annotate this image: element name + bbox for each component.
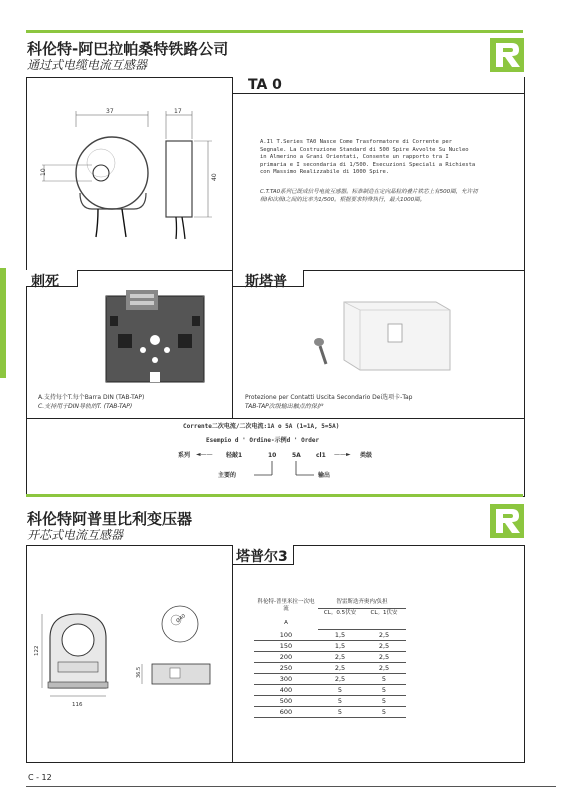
order-series: 系列 bbox=[178, 452, 191, 459]
order-output: 输出 bbox=[318, 472, 331, 479]
top-green-rule bbox=[26, 30, 523, 33]
order-code1: 轻敲1 bbox=[226, 452, 243, 459]
dim-width: 37 bbox=[106, 108, 114, 115]
table-row bbox=[254, 674, 406, 685]
table-cell: 1,5 bbox=[318, 630, 362, 641]
table-cell: 200 bbox=[254, 652, 318, 663]
table-cell: 100 bbox=[254, 630, 318, 641]
order-code3: 5A bbox=[292, 452, 301, 459]
dim-height: 40 bbox=[211, 173, 218, 181]
table-cell: 5 bbox=[362, 696, 406, 707]
table-cell: 2,5 bbox=[318, 663, 362, 674]
table-cell: 5 bbox=[362, 707, 406, 718]
table-row bbox=[254, 663, 406, 674]
tap3-dim-width: 116 bbox=[72, 702, 83, 708]
footer-rule bbox=[26, 786, 556, 787]
table-cell: 2,5 bbox=[362, 652, 406, 663]
table-cell: 300 bbox=[254, 674, 318, 685]
order-line2: Esempio d ' Ordine-示例d ' Order bbox=[206, 437, 320, 444]
table-cell: 400 bbox=[254, 685, 318, 696]
order-code4: cl1 bbox=[316, 452, 326, 459]
table-row bbox=[254, 652, 406, 663]
page-number: C - 12 bbox=[28, 773, 52, 782]
order-main: 主要的 bbox=[218, 472, 237, 479]
ta0-description-cn: C.T.TA0系列已既成信号电流互感器。标准制造在定向晶粒的叠片铁芯上有500圈，允许初级I和次级I之间的比率为1/500。根据要求特殊执行，最大1000圈。 bbox=[260, 189, 478, 203]
right-caption-2: TAB-TAP次级输出触点的保护 bbox=[245, 403, 323, 410]
table-cell: 5 bbox=[318, 696, 362, 707]
table-cell: 2,5 bbox=[362, 663, 406, 674]
table-cell: 5 bbox=[318, 707, 362, 718]
ta0-drawing bbox=[36, 105, 226, 255]
col1-unit: A bbox=[284, 620, 288, 626]
section1-vdivider bbox=[232, 77, 233, 419]
col2-header: CL。0.5伏安 bbox=[323, 610, 357, 616]
order-code2: 10 bbox=[268, 452, 277, 459]
left-caption-2: C.支持用于DIN导轨的T. (TAB-TAP) bbox=[38, 403, 133, 410]
table-row bbox=[254, 696, 406, 707]
section2-subtitle: 开芯式电流互感器 bbox=[27, 528, 124, 542]
table-cell: 2,5 bbox=[318, 652, 362, 663]
ratings-table bbox=[254, 598, 406, 718]
table-cell: 2,5 bbox=[362, 641, 406, 652]
table-cell: 150 bbox=[254, 641, 318, 652]
mid-green-rule bbox=[26, 494, 523, 497]
ta0-header: TA 0 bbox=[248, 77, 282, 93]
side-tab bbox=[0, 268, 6, 378]
tap3-dim-h2: 36.5 bbox=[136, 666, 142, 678]
order-grade: 类级 bbox=[360, 452, 373, 459]
dim-hole: 10 bbox=[40, 168, 47, 176]
arrow-right-icon: ——► bbox=[334, 451, 351, 458]
table-cell: 250 bbox=[254, 663, 318, 674]
section2-title: 科伦特阿普里比利变压器 bbox=[27, 510, 193, 528]
group-header: 智雷斯迭齐奥内/负担 bbox=[318, 598, 406, 609]
table-row bbox=[254, 707, 406, 718]
table-row bbox=[254, 641, 406, 652]
section2-vdivider bbox=[232, 545, 233, 763]
tap3-dim-height: 122 bbox=[34, 645, 40, 656]
tap3-drawing bbox=[28, 598, 228, 713]
arrow-left-icon: ◄—— bbox=[196, 451, 213, 458]
company-logo-2-icon bbox=[490, 504, 524, 538]
table-row bbox=[254, 685, 406, 696]
col3-header: CL。1伏安 bbox=[370, 610, 398, 616]
company-logo-icon bbox=[490, 38, 524, 72]
table-cell: 500 bbox=[254, 696, 318, 707]
table-cell: 1,5 bbox=[318, 641, 362, 652]
table-row bbox=[254, 630, 406, 641]
table-cell: 5 bbox=[362, 674, 406, 685]
tap3-dim-hole: Ø40 bbox=[175, 613, 187, 625]
left-header: 刺死 bbox=[31, 274, 59, 290]
tap3-header: 塔普尔3 bbox=[236, 549, 288, 565]
table-cell: 5 bbox=[362, 685, 406, 696]
table-cell: 2,5 bbox=[318, 674, 362, 685]
right-header: 斯塔普 bbox=[245, 274, 287, 290]
left-caption-1: A.支持每个T.每个Barra DIN (TAB-TAP) bbox=[38, 394, 145, 401]
table-cell: 600 bbox=[254, 707, 318, 718]
order-rule bbox=[26, 418, 525, 419]
ta0-description-it: A.Il T.Series TA0 Nasce Come Trasformatore di Corrente per Segnale. La Costruzione Standard di 500 Spire Avvolte Su Nucleo in Almerino a Grani Orientati, Consente un rapporto tra I primaria e I secondaria di 1/500. Esecuzioni Speciali a Richiesta con Massimo Realizzabile di 1000 Spire. bbox=[260, 139, 476, 175]
ratings-table-wrap bbox=[254, 598, 406, 718]
din-clip-image bbox=[100, 290, 210, 388]
order-connector-lines bbox=[240, 461, 320, 479]
order-line1: Corrente二次电流/二次电流:1A o 5A (1=1A, 5=5A) bbox=[183, 423, 340, 430]
right-caption-1: Protezione per Contatti Uscita Secondario Dei选项卡-Tap bbox=[245, 394, 413, 401]
table-cell: 2,5 bbox=[362, 630, 406, 641]
col1-header-cell bbox=[254, 598, 318, 630]
col1-header: 科伦特-普里米拉一次电流 bbox=[257, 599, 315, 612]
dim-depth: 17 bbox=[174, 108, 182, 115]
tab-tap-image bbox=[300, 292, 470, 382]
section1-subtitle: 通过式电缆电流互感器 bbox=[27, 58, 148, 72]
table-cell: 5 bbox=[318, 685, 362, 696]
section1-title: 科伦特-阿巴拉帕桑特铁路公司 bbox=[27, 40, 229, 58]
